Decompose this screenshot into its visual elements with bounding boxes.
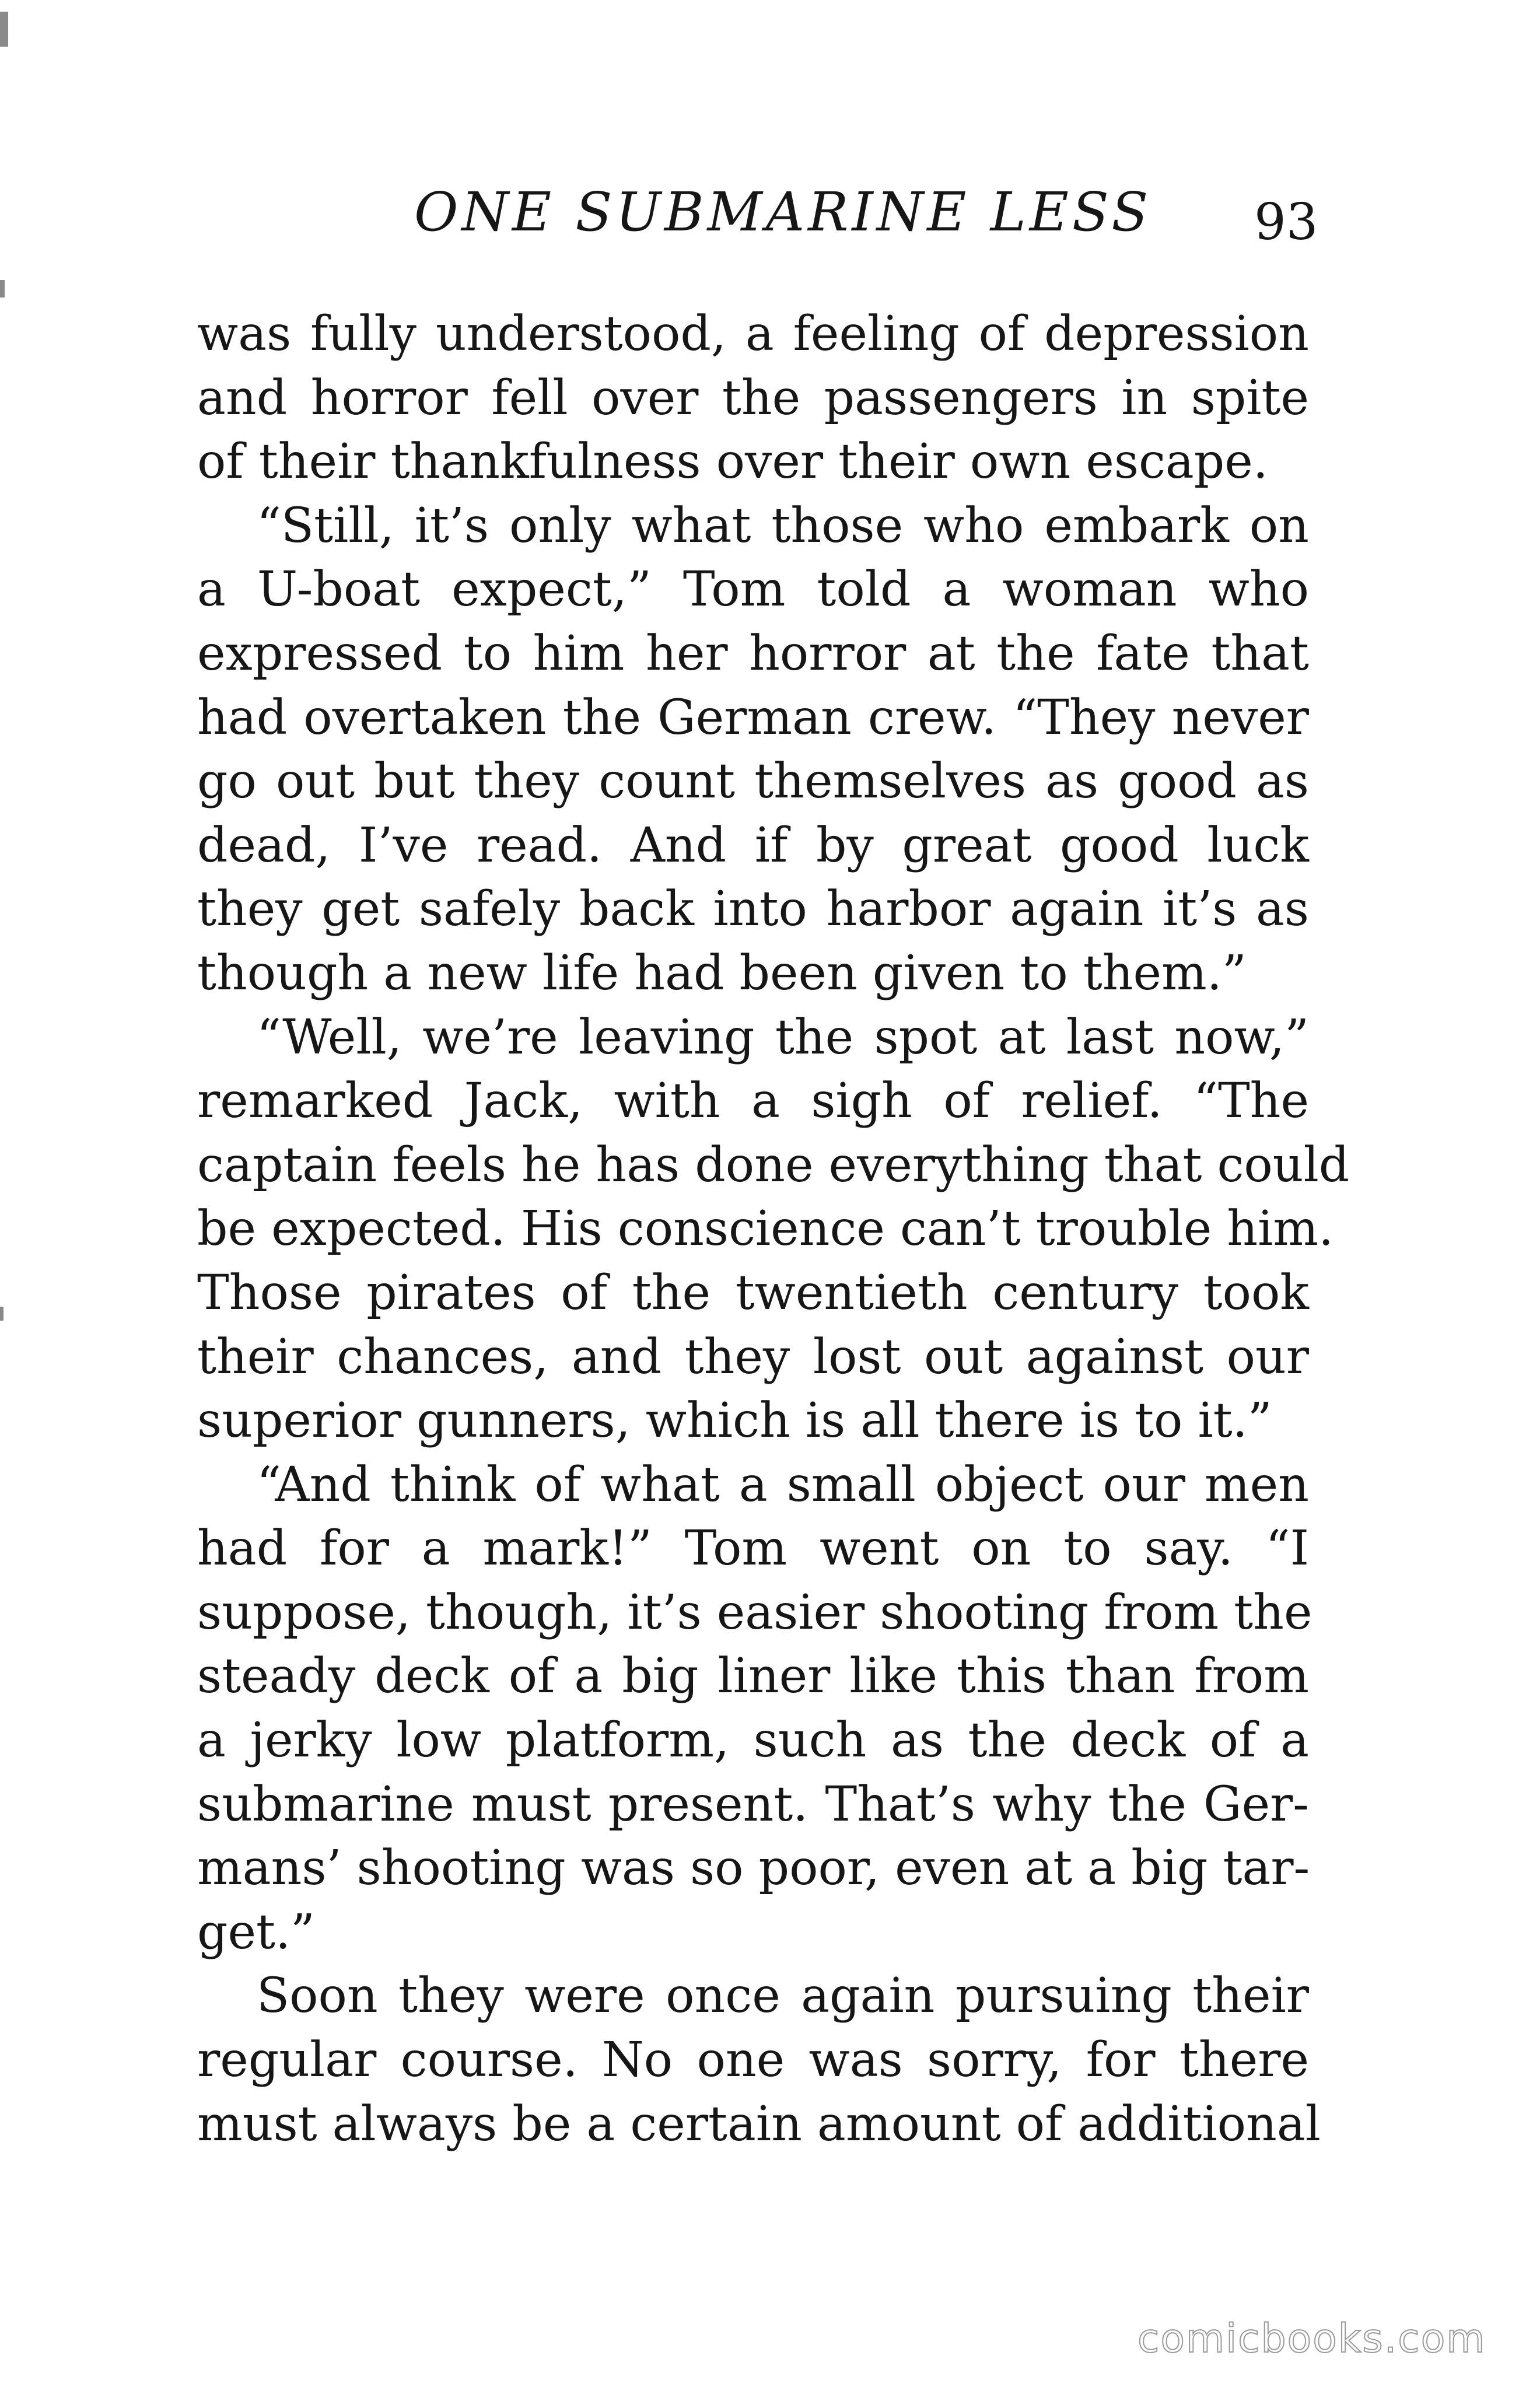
text-line: remarked Jack, with a sigh of relief. “The — [197, 1073, 1309, 1129]
text-line: dead, I’ve read. And if by great good luck — [197, 817, 1309, 873]
scan-edge-mark — [0, 12, 8, 47]
body-text — [197, 302, 1350, 2156]
text-line: had overtaken the German crew. “They never — [197, 690, 1309, 746]
text-line: Those pirates of the twentieth century took — [197, 1265, 1309, 1321]
text-line: go out but they count themselves as good as — [197, 754, 1309, 810]
running-head: ONE SUBMARINE LESS — [414, 181, 1152, 243]
text-line: a U-boat expect,” Tom told a woman who — [197, 562, 1309, 618]
text-line: mans’ shooting was so poor, even at a big tar- — [197, 1840, 1310, 1896]
text-line: though a new life had been given to them.” — [197, 945, 1247, 1001]
text-line: Soon they were once again pursuing their — [257, 1968, 1309, 2024]
watermark: comicbooks.com — [1138, 2316, 1486, 2362]
text-line: “Well, we’re leaving the spot at last now,” — [257, 1009, 1309, 1065]
text-line: must always be a certain amount of additional — [197, 2096, 1321, 2152]
text-line: “And think of what a small object our men — [257, 1457, 1309, 1513]
text-line: of their thankfulness over their own escape. — [197, 434, 1268, 490]
text-line: suppose, though, it’s easier shooting from the — [197, 1584, 1312, 1640]
text-line: get.” — [197, 1904, 315, 1960]
text-line: had for a mark!” Tom went on to say. “I — [197, 1521, 1309, 1577]
text-line: expressed to him her horror at the fate that — [197, 625, 1309, 681]
text-line: steady deck of a big liner like this than from — [197, 1648, 1309, 1704]
page-number: 93 — [1254, 193, 1318, 251]
text-line: was fully understood, a feeling of depression — [197, 306, 1309, 362]
text-line: “Still, it’s only what those who embark on — [257, 498, 1309, 554]
scan-edge-mark — [0, 1307, 4, 1321]
text-line: captain feels he has done everything that could — [197, 1137, 1350, 1193]
text-line: regular course. No one was sorry, for there — [197, 2032, 1309, 2088]
text-line: submarine must present. That’s why the Ger- — [197, 1776, 1309, 1832]
text-line: their chances, and they lost out against our — [197, 1329, 1309, 1385]
text-line: superior gunners, which is all there is to it.” — [197, 1393, 1272, 1449]
text-line: a jerky low platform, such as the deck of a — [197, 1713, 1309, 1769]
scan-edge-mark — [0, 280, 5, 298]
text-line: they get safely back into harbor again it’s as — [197, 881, 1309, 937]
text-line: be expected. His conscience can’t trouble him. — [197, 1201, 1334, 1257]
text-line: and horror fell over the passengers in spite — [197, 370, 1309, 426]
